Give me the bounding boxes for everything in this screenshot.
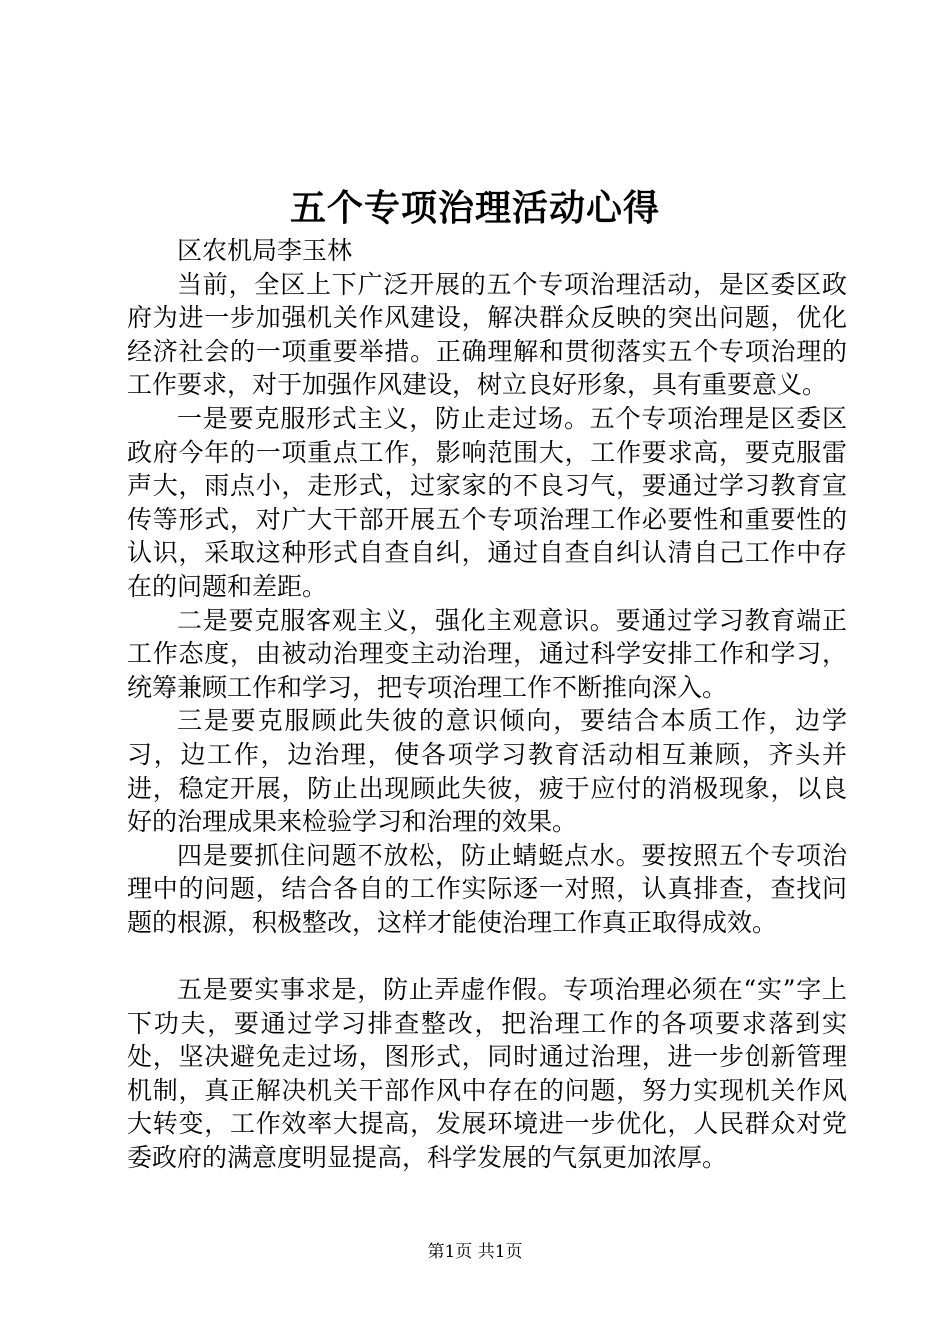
paragraph-point-3: 三是要克服顾此失彼的意识倾向，要结合本质工作，边学习，边工作，边治理，使各项学习教育活动相互兼顾，齐头并进，稳定开展，防止出现顾此失彼，疲于应付的消极现象，以良好的治理成果来检验学习和治理的效果。 xyxy=(127,706,847,837)
document-body xyxy=(127,234,847,1175)
paragraph-point-2: 二是要克服客观主义，强化主观意识。要通过学习教育端正工作态度，由被动治理变主动治理，通过科学安排工作和学习，统筹兼顾工作和学习，把专项治理工作不断推向深入。 xyxy=(127,605,847,702)
blank-line xyxy=(127,939,847,973)
paragraph-point-1: 一是要克服形式主义，防止走过场。五个专项治理是区委区政府今年的一项重点工作，影响范围大，工作要求高，要克服雷声大，雨点小，走形式，过家家的不良习气，要通过学习教育宣传等形式，对广大干部开展五个专项治理工作必要性和重要性的认识，采取这种形式自查自纠，通过自查自纠认清自己工作中存在的问题和差距。 xyxy=(127,403,847,601)
author-line: 区农机局李玉林 xyxy=(177,236,353,265)
paragraph-intro: 当前，全区上下广泛开展的五个专项治理活动，是区委区政府为进一步加强机关作风建设，解决群众反映的突出问题，优化经济社会的一项重要举措。正确理解和贯彻落实五个专项治理的工作要求，对于加强作风建设，树立良好形象，具有重要意义。 xyxy=(127,269,847,400)
document-title: 五个专项治理活动心得 xyxy=(289,187,660,229)
paragraph-point-5: 五是要实事求是，防止弄虚作假。专项治理必须在“实”字上下功夫，要通过学习排查整改，把治理工作的各项要求落到实处，坚决避免走过场，图形式，同时通过治理，进一步创新管理机制，真正解决机关干部作风中存在的问题，努力实现机关作风大转变，工作效率大提高，发展环境进一步优化，人民群众对党委政府的满意度明显提高，科学发展的气氛更加浓厚。 xyxy=(127,975,847,1173)
paragraph-point-4: 四是要抓住问题不放松，防止蜻蜓点水。要按照五个专项治理中的问题，结合各自的工作实际逐一对照，认真排查，查找问题的根源，积极整改，这样才能使治理工作真正取得成效。 xyxy=(127,840,847,937)
page-footer: 第1页 共1页 xyxy=(427,1242,523,1262)
